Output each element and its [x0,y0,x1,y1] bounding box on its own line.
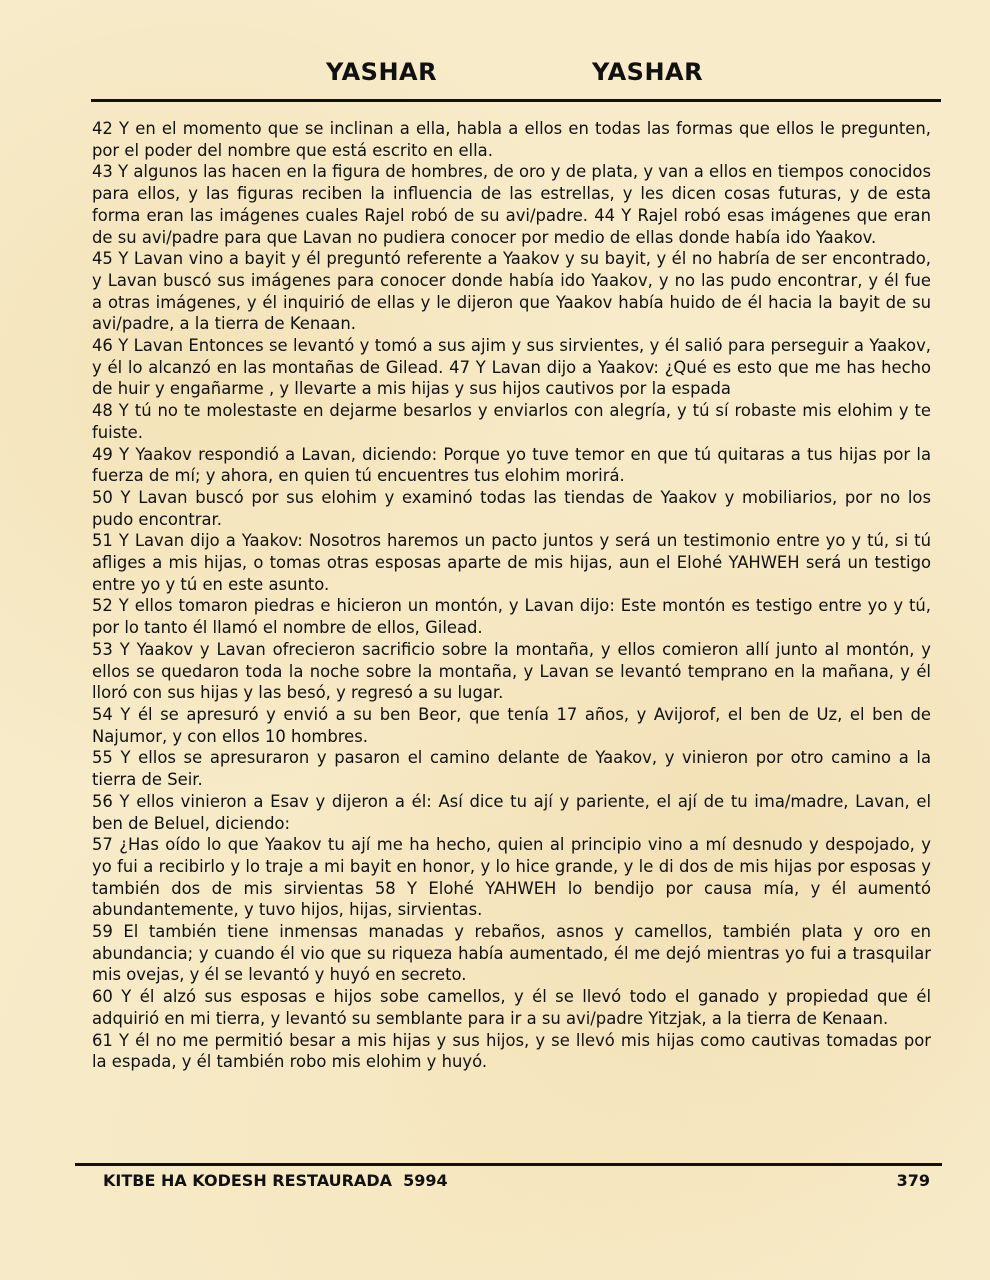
paragraph-verse-49: 49 Y Yaakov respondió a Lavan, diciendo: Porque yo tuve temor en que tú quitaras a tus hijas por la fuerza de mí; y ahora, en quien tú encuentres tus elohim morirá. [92,444,931,486]
paragraph-verse-61: 61 Y él no me permitió besar a mis hijas y sus hijos, y se llevó mis hijas como cautivas tomadas por la espada, y él también robo mis elohim y huyó. [92,1030,931,1072]
paragraph-verse-46-47: 46 Y Lavan Entonces se levantó y tomó a sus ajim y sus sirvientes, y él salió para perseguir a Yaakov, y él lo alcanzó en las montañas de Gilead. 47 Y Lavan dijo a Yaakov: ¿Qué es esto que me has hecho de huir y engañarme , y llevarte a mis hijas y sus hijos cautivos por la espada [92,336,931,399]
footer-page-number: 379 [896,1171,930,1190]
paragraph-verse-53: 53 Y Yaakov y Lavan ofrecieron sacrificio sobre la montaña, y ellos comieron allí junto al montón, y ellos se quedaron toda la noche sobre la montaña, y Lavan se levantó temprano en la mañana, y él lloró con sus hijas y las besó, y regresó a su lugar. [92,639,931,703]
paragraph-verse-56: 56 Y ellos vinieron a Esav y dijeron a él: Así dice tu ají y pariente, el ají de tu ima/madre, Lavan, el ben de Beluel, diciendo: [92,791,931,833]
header-divider [91,99,941,102]
paragraph-verse-48: 48 Y tú no te molestaste en dejarme besarlos y enviarlos con alegría, y tú sí robaste mis elohim y te fuiste. [92,401,931,442]
paragraph-verse-45: 45 Y Lavan vino a bayit y él preguntó referente a Yaakov y su bayit, y él no habría de ser encontrado, y Lavan buscó sus imágenes para conocer donde había ido Yaakov, y no las pudo encontrar, y él fue a otras imágenes, y él inquirió de ellas y le dijeron que Yaakov había huido de él hacia la bayit de su avi/padre, a la tierra de Kenaan. [92,249,931,334]
paragraph-verse-51: 51 Y Lavan dijo a Yaakov: Nosotros haremos un pacto juntos y será un testimonio entre yo y tú, si tú afliges a mis hijas, o tomas otras esposas aparte de mis hijas, aun el Elohé YAHWEH será un testigo entre yo y tú en este asunto. [92,531,931,594]
page-header [0,58,990,94]
header-title-left: YASHAR [326,58,438,86]
paragraph-verse-42: 42 Y en el momento que se inclinan a ella, habla a ellos en todas las formas que ellos le pregunten, por el poder del nombre que está escrito en ella. [92,119,931,160]
paragraph-verse-43-44: 43 Y algunos las hacen en la figura de hombres, de oro y de plata, y van a ellos en tiempos conocidos para ellos, y las figuras reciben la influencia de las estrellas, y les dicen cosas futuras, y de esta forma eran las imágenes cuales Rajel robó de su avi/padre. 44 Y Rajel robó esas imágenes que eran de su avi/padre para que Lavan no pudiera conocer por medio de ellas donde había ido Yaakov. [92,162,931,247]
paragraph-verse-54: 54 Y él se apresuró y envió a su ben Beor, que tenía 17 años, y Avijorof, el ben de Uz, el ben de Najumor, y con ellos 10 hombres. [92,704,931,746]
paragraph-verse-59: 59 El también tiene inmensas manadas y rebaños, asnos y camellos, también plata y oro en abundancia; y cuando él vio que su riqueza había aumentado, él me dejó mientras yo fui a trasquilar mis ovejas, y él se levantó y huyó en secreto. [92,922,931,985]
paragraph-verse-52: 52 Y ellos tomaron piedras e hicieron un montón, y Lavan dijo: Este montón es testigo entre yo y tú, por lo tanto él llamó el nombre de ellos, Gilead. [92,596,931,638]
paragraph-verse-50: 50 Y Lavan buscó por sus elohim y examinó todas las tiendas de Yaakov y mobiliarios, por no los pudo encontrar. [92,487,931,529]
paragraph-verse-57-58: 57 ¿Has oído lo que Yaakov tu ají me ha hecho, quien al principio vino a mí desnudo y despojado, y yo fui a recibirlo y lo traje a mi bayit en honor, y lo hice grande, y le di dos de mis hijas por esposas y también dos de mis sirvientas 58 Y Elohé YAHWEH lo bendijo por causa mía, y él aumentó abundantemente, y tuvo hijos, hijas, sirvientas. [92,835,931,920]
header-title-right: YASHAR [592,58,704,86]
body-text [92,118,931,1138]
paragraph-verse-60: 60 Y él alzó sus esposas e hijos sobe camellos, y él se llevó todo el ganado y propiedad que él adquirió en mi tierra, y levantó su semblante para ir a su avi/padre Yitzjak, a la tierra de Kenaan. [92,987,931,1028]
footer-divider [75,1163,942,1166]
footer-book-title: KITBE HA KODESH RESTAURADA 5994 [103,1171,448,1190]
paragraph-verse-55: 55 Y ellos se apresuraron y pasaron el camino delante de Yaakov, y vinieron por otro camino a la tierra de Seir. [92,748,931,790]
